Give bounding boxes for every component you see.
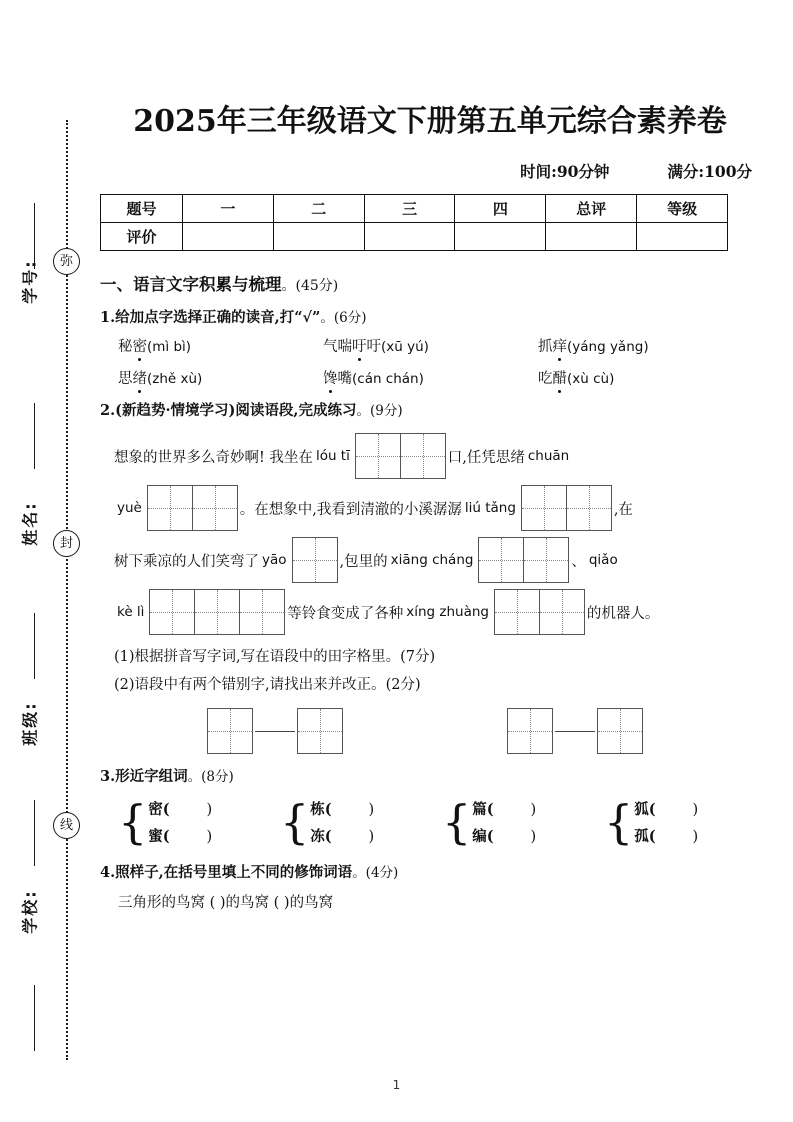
question-3-points: 。(8分) <box>187 769 234 785</box>
tianzige-cell[interactable] <box>147 485 193 531</box>
tianzige-cell[interactable] <box>297 708 343 754</box>
question-1-prompt <box>100 306 760 327</box>
brace-icon: { <box>280 795 310 850</box>
tianzige-cell[interactable] <box>400 433 446 479</box>
pinyin-options[interactable]: (xū yú) <box>381 339 429 355</box>
tianzige-cell[interactable] <box>521 485 567 531</box>
answer-blank[interactable] <box>494 829 531 845</box>
field-school[interactable]: 学校: <box>20 889 40 934</box>
tianzige-grid[interactable] <box>292 537 338 583</box>
paren-close: ) <box>530 829 537 845</box>
sealing-margin <box>0 0 100 1122</box>
seal-rule <box>34 985 35 1051</box>
similar-char-rows <box>472 796 536 850</box>
tianzige-right-1[interactable] <box>297 708 343 754</box>
passage-line <box>114 430 760 482</box>
answer-blank[interactable] <box>170 829 207 845</box>
similar-char-group-3 <box>442 796 594 850</box>
pinyin-word-prefix: 思 <box>118 371 133 387</box>
similar-char-rows <box>634 796 698 850</box>
passage-pinyin: lóu tī <box>315 448 350 464</box>
passage-text: 想象的世界多么奇妙啊! 我坐在 <box>114 449 313 466</box>
passage-text: 的机器人。 <box>586 605 660 622</box>
score-cell: 四 <box>455 195 546 223</box>
tianzige-grid[interactable] <box>355 433 446 479</box>
paren-close: ) <box>206 802 213 818</box>
char-label: 编( <box>472 828 494 845</box>
passage-line <box>114 534 760 586</box>
score-input-cell[interactable] <box>455 223 546 251</box>
section-one-points: 。(45分) <box>281 278 339 294</box>
similar-char-row[interactable] <box>310 796 374 823</box>
passage-pinyin: yāo <box>262 552 287 568</box>
answer-blank[interactable] <box>656 802 693 818</box>
pinyin-options[interactable]: (yáng yǎng) <box>567 339 649 355</box>
passage-text: 树下乘凉的人们笑弯了 <box>114 553 259 570</box>
char-label: 栋( <box>310 801 332 818</box>
paren-close: ) <box>368 802 375 818</box>
pinyin-word-marked: 绪 <box>133 367 148 388</box>
question-4-points: 。(4分) <box>352 865 399 881</box>
similar-char-rows <box>148 796 212 850</box>
question-3-number: 3. <box>100 768 116 785</box>
total-score: 满分:100分 <box>667 162 752 181</box>
passage-text: ,在 <box>613 501 633 518</box>
question-2-passage <box>114 430 760 638</box>
seal-circle-char-2: 封 <box>53 530 80 557</box>
correction-pair-2[interactable] <box>505 708 645 754</box>
tianzige-cell[interactable] <box>194 589 240 635</box>
question-2-points: 。(9分) <box>356 403 403 419</box>
time-limit: 时间:90分钟 <box>520 162 610 181</box>
exam-meta <box>100 160 760 182</box>
pinyin-word-suffix: 嘴 <box>337 371 352 387</box>
pinyin-word-prefix: 抓 <box>538 339 553 355</box>
char-label: 蜜( <box>148 828 170 845</box>
similar-char-row[interactable] <box>310 823 374 850</box>
table-row <box>101 195 728 223</box>
pinyin-word-marked: 密 <box>133 335 148 356</box>
brace-icon: { <box>604 795 634 850</box>
paren-close: ) <box>692 829 699 845</box>
correction-answer-area <box>100 708 760 754</box>
similar-char-group-4 <box>604 796 756 850</box>
passage-pinyin: xíng zhuàng <box>406 604 490 620</box>
question-1-text: 给加点字选择正确的读音,打“√” <box>115 309 321 326</box>
paren-close: ) <box>692 802 699 818</box>
page-number: 1 <box>392 1078 401 1092</box>
passage-line <box>114 586 760 638</box>
pinyin-item-4[interactable] <box>118 367 323 388</box>
score-cell: 一 <box>183 195 274 223</box>
similar-char-row[interactable] <box>148 823 212 850</box>
tianzige-cell[interactable] <box>355 433 401 479</box>
tianzige-cell[interactable] <box>539 589 585 635</box>
pinyin-options[interactable]: (zhě xù) <box>147 371 203 387</box>
char-label: 密( <box>148 801 170 818</box>
similar-char-row[interactable] <box>472 823 536 850</box>
score-cell: 三 <box>364 195 455 223</box>
section-one-heading <box>100 271 760 295</box>
pinyin-options[interactable]: (mì bì) <box>147 339 192 355</box>
answer-blank[interactable] <box>656 829 693 845</box>
pinyin-item-5[interactable] <box>323 367 538 388</box>
similar-char-group-1 <box>118 796 270 850</box>
passage-text: 。在想象中,我看到清澈的小溪潺潺 <box>239 501 462 518</box>
similar-char-row[interactable] <box>634 823 698 850</box>
question-1-number: 1. <box>100 309 116 326</box>
brace-icon: { <box>118 795 148 850</box>
char-label: 狐( <box>634 801 656 818</box>
passage-pinyin: xiāng cháng <box>390 552 474 568</box>
similar-char-group-2 <box>280 796 432 850</box>
answer-blank[interactable] <box>332 829 369 845</box>
pinyin-word-marked: 醋 <box>553 367 568 388</box>
field-student-id[interactable]: 学号: <box>20 259 40 304</box>
answer-blank[interactable] <box>494 802 531 818</box>
char-label: 篇( <box>472 801 494 818</box>
passage-pinyin: yuè <box>117 500 142 516</box>
score-cell: 总评 <box>546 195 637 223</box>
tianzige-wrong-1[interactable] <box>207 708 253 754</box>
tianzige-cell[interactable] <box>494 589 540 635</box>
tianzige-cell[interactable] <box>207 708 253 754</box>
question-2-number: 2. <box>100 402 116 419</box>
char-label: 冻( <box>310 828 332 845</box>
tianzige-right-2[interactable] <box>597 708 643 754</box>
passage-pinyin: qiǎo <box>588 552 618 568</box>
passage-pinyin: chuān <box>527 448 570 464</box>
passage-text: 、 <box>571 553 586 570</box>
seal-circle-char-1: 弥 <box>53 248 80 275</box>
pinyin-item-6[interactable] <box>538 367 760 388</box>
passage-pinyin: kè lì <box>117 604 145 620</box>
pinyin-word-prefix: 气喘 <box>323 339 352 355</box>
question-1-points: 。(6分) <box>320 310 367 326</box>
pinyin-item-2[interactable] <box>323 335 538 356</box>
passage-line <box>114 482 760 534</box>
score-input-cell[interactable] <box>637 223 728 251</box>
question-1-items <box>118 335 760 388</box>
question-4-number: 4. <box>100 864 116 881</box>
tianzige-cell[interactable] <box>507 708 553 754</box>
tianzige-grid[interactable] <box>521 485 612 531</box>
tianzige-cell[interactable] <box>478 537 524 583</box>
question-4-prompt <box>100 861 760 882</box>
paren-close: ) <box>368 829 375 845</box>
field-name[interactable]: 姓名: <box>20 501 40 546</box>
question-2-prompt <box>100 399 760 420</box>
tianzige-cell[interactable] <box>566 485 612 531</box>
pinyin-word-prefix: 秘 <box>118 339 133 355</box>
question-3-groups <box>118 796 760 850</box>
tianzige-grid[interactable] <box>478 537 569 583</box>
tianzige-grid[interactable] <box>494 589 585 635</box>
tianzige-cell[interactable] <box>239 589 285 635</box>
pinyin-word-suffix: 吁 <box>366 339 381 355</box>
paren-close: ) <box>530 802 537 818</box>
question-4-text: 照样子,在括号里填上不同的修饰词语 <box>115 864 353 881</box>
tianzige-cell[interactable] <box>149 589 195 635</box>
answer-blank[interactable] <box>170 802 207 818</box>
correction-pair-1[interactable] <box>205 708 345 754</box>
passage-text: 口,任凭思绪 <box>447 449 525 466</box>
score-table-body <box>101 195 728 251</box>
passage-text: 等铃食变成了各种 <box>287 605 404 622</box>
pinyin-word-prefix: 吃 <box>538 371 553 387</box>
passage-text: ,包里的 <box>339 553 388 570</box>
correction-connector <box>255 731 295 732</box>
score-input-cell[interactable] <box>364 223 455 251</box>
pinyin-item-3[interactable] <box>538 335 760 356</box>
score-input-cell[interactable] <box>183 223 274 251</box>
pinyin-word-marked: 吁 <box>352 335 367 356</box>
section-one-label: 一、语言文字积累与梳理 <box>100 275 282 294</box>
table-row <box>101 223 728 251</box>
tianzige-wrong-2[interactable] <box>507 708 553 754</box>
correction-connector <box>555 731 595 732</box>
score-input-cell[interactable] <box>273 223 364 251</box>
paren-close: ) <box>206 829 213 845</box>
score-cell: 二 <box>273 195 364 223</box>
pinyin-options[interactable]: (xù cù) <box>567 371 615 387</box>
tianzige-cell[interactable] <box>523 537 569 583</box>
question-3-text: 形近字组词 <box>115 768 188 785</box>
seal-circle-char-3: 线 <box>53 812 80 839</box>
question-2-text: (新趋势·情境学习)阅读语段,完成练习 <box>115 402 357 419</box>
page-title: 2025年三年级语文下册第五单元综合素养卷 <box>133 104 727 139</box>
similar-char-row[interactable] <box>472 796 536 823</box>
question-2-sub-1: (1)根据拼音写字词,写在语段中的田字格里。(7分) <box>114 649 436 665</box>
score-cell: 评价 <box>101 223 183 251</box>
tianzige-grid[interactable] <box>149 589 285 635</box>
answer-blank[interactable] <box>332 802 369 818</box>
tianzige-cell[interactable] <box>597 708 643 754</box>
similar-char-rows <box>310 796 374 850</box>
question-2-sub-2: (2)语段中有两个错别字,请找出来并改正。(2分) <box>114 677 421 693</box>
pinyin-item-1[interactable] <box>118 335 323 356</box>
char-label: 孤( <box>634 828 656 845</box>
pinyin-word-marked: 痒 <box>553 335 568 356</box>
pinyin-options[interactable]: (cán chán) <box>352 371 424 387</box>
score-cell: 题号 <box>101 195 183 223</box>
tianzige-grid[interactable] <box>147 485 238 531</box>
exam-page <box>100 0 760 1122</box>
question-4-example[interactable]: 三角形的鸟窝 ( )的鸟窝 ( )的鸟窝 <box>118 895 334 911</box>
pinyin-word-marked: 馋 <box>323 367 338 388</box>
brace-icon: { <box>442 795 472 850</box>
passage-pinyin: liú tǎng <box>464 500 516 516</box>
similar-char-row[interactable] <box>634 796 698 823</box>
field-class[interactable]: 班级: <box>20 701 40 746</box>
score-table <box>100 194 728 251</box>
score-input-cell[interactable] <box>546 223 637 251</box>
question-3-prompt <box>100 765 760 786</box>
tianzige-cell[interactable] <box>292 537 338 583</box>
score-cell: 等级 <box>637 195 728 223</box>
tianzige-cell[interactable] <box>192 485 238 531</box>
similar-char-row[interactable] <box>148 796 212 823</box>
